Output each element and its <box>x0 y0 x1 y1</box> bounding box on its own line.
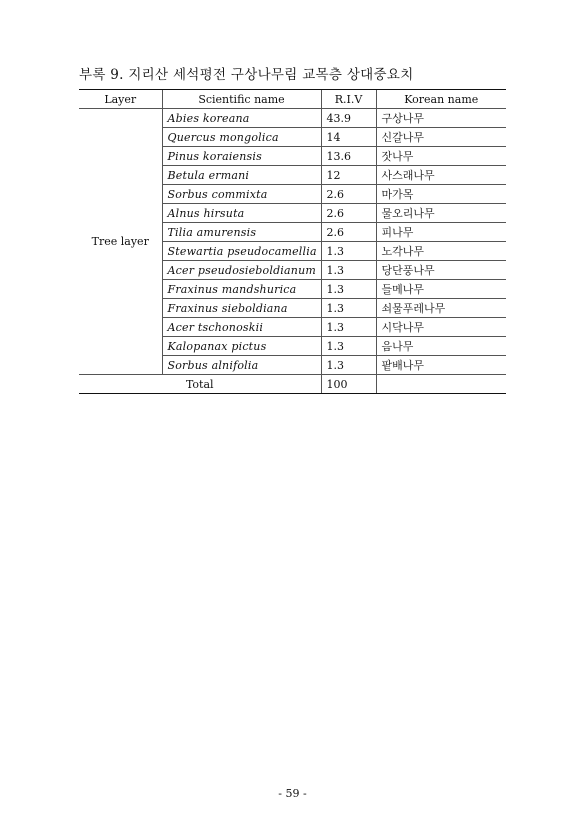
scientific-name-cell: Pinus koraiensis <box>162 147 321 166</box>
header-scientific-name: Scientific name <box>162 90 321 109</box>
scientific-name-cell: Abies koreana <box>162 109 321 128</box>
scientific-name-cell: Quercus mongolica <box>162 128 321 147</box>
riv-cell: 43.9 <box>321 109 376 128</box>
total-row <box>79 375 506 394</box>
total-label: Total <box>79 375 321 394</box>
korean-name-cell: 피나무 <box>376 223 506 242</box>
scientific-name-cell: Betula ermani <box>162 166 321 185</box>
riv-cell: 1.3 <box>321 261 376 280</box>
scientific-name-cell: Fraxinus sieboldiana <box>162 299 321 318</box>
korean-name-cell: 노각나무 <box>376 242 506 261</box>
riv-cell: 1.3 <box>321 318 376 337</box>
table-body <box>79 109 506 375</box>
scientific-name-cell: Fraxinus mandshurica <box>162 280 321 299</box>
korean-name-cell: 사스래나무 <box>376 166 506 185</box>
korean-name-cell: 마가목 <box>376 185 506 204</box>
scientific-name-cell: Alnus hirsuta <box>162 204 321 223</box>
table-header-row <box>79 90 506 109</box>
header-layer: Layer <box>79 90 162 109</box>
korean-name-cell: 음나무 <box>376 337 506 356</box>
table-row <box>79 109 506 128</box>
scientific-name-cell: Acer pseudosieboldianum <box>162 261 321 280</box>
scientific-name-cell: Kalopanax pictus <box>162 337 321 356</box>
korean-name-cell: 잣나무 <box>376 147 506 166</box>
total-empty-cell <box>376 375 506 394</box>
scientific-name-cell: Stewartia pseudocamellia <box>162 242 321 261</box>
riv-cell: 12 <box>321 166 376 185</box>
korean-name-cell: 당단풍나무 <box>376 261 506 280</box>
total-value: 100 <box>321 375 376 394</box>
riv-table <box>79 89 506 394</box>
riv-cell: 1.3 <box>321 280 376 299</box>
korean-name-cell: 팥배나무 <box>376 356 506 375</box>
riv-cell: 14 <box>321 128 376 147</box>
korean-name-cell: 구상나무 <box>376 109 506 128</box>
scientific-name-cell: Acer tschonoskii <box>162 318 321 337</box>
korean-name-cell: 신갈나무 <box>376 128 506 147</box>
riv-cell: 1.3 <box>321 356 376 375</box>
korean-name-cell: 들메나무 <box>376 280 506 299</box>
layer-cell: Tree layer <box>79 109 162 375</box>
korean-name-cell: 물오리나무 <box>376 204 506 223</box>
riv-cell: 1.3 <box>321 242 376 261</box>
page-number: - 59 - <box>278 787 307 800</box>
riv-cell: 2.6 <box>321 185 376 204</box>
riv-cell: 13.6 <box>321 147 376 166</box>
riv-cell: 1.3 <box>321 337 376 356</box>
table-caption: 부록 9. 지리산 세석평전 구상나무림 교목층 상대중요치 <box>79 67 414 83</box>
riv-cell: 1.3 <box>321 299 376 318</box>
korean-name-cell: 쇠물푸레나무 <box>376 299 506 318</box>
riv-cell: 2.6 <box>321 204 376 223</box>
scientific-name-cell: Sorbus commixta <box>162 185 321 204</box>
header-korean-name: Korean name <box>376 90 506 109</box>
header-riv: R.I.V <box>321 90 376 109</box>
scientific-name-cell: Tilia amurensis <box>162 223 321 242</box>
riv-cell: 2.6 <box>321 223 376 242</box>
scientific-name-cell: Sorbus alnifolia <box>162 356 321 375</box>
korean-name-cell: 시닥나무 <box>376 318 506 337</box>
